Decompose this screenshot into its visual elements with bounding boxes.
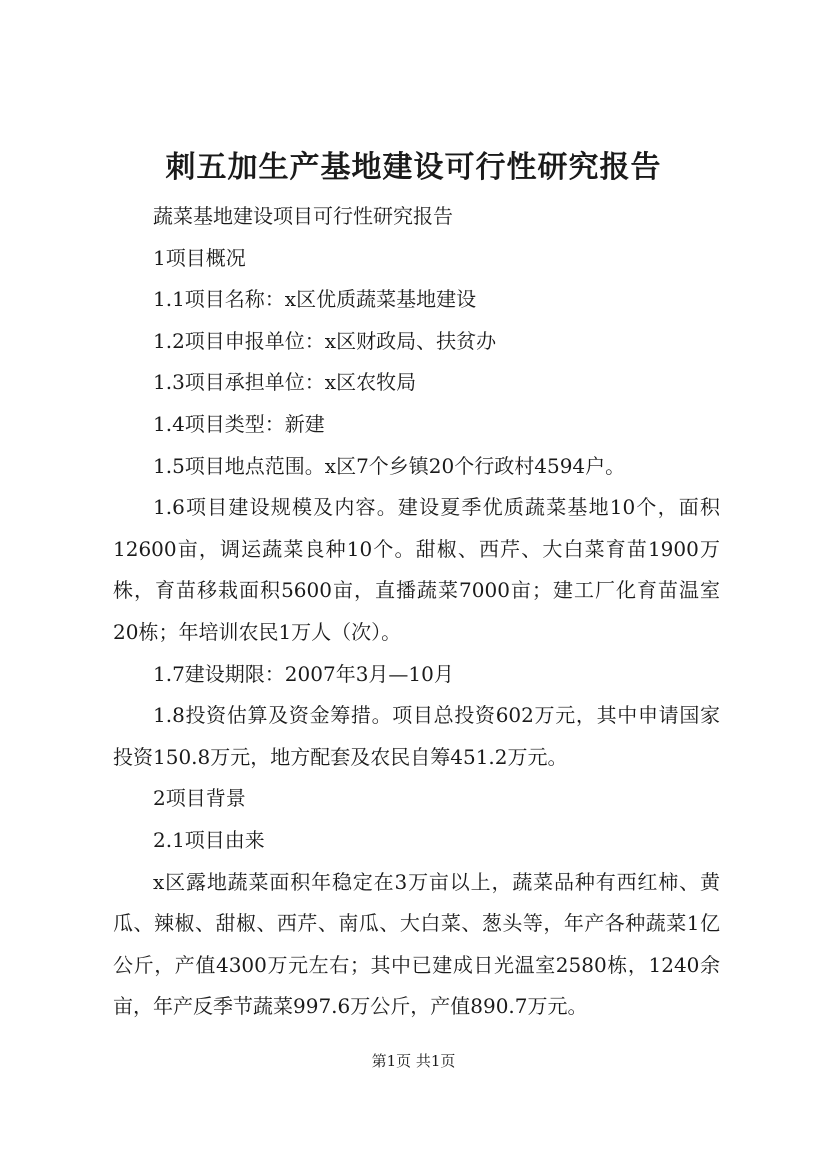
document-title: 刺五加生产基地建设可行性研究报告: [165, 150, 662, 185]
paragraph: x区露地蔬菜面积年稳定在3万亩以上，蔬菜品种有西红柿、黄瓜、辣椒、甜椒、西芹、南瓜、大白菜、葱头等，年产各种蔬菜1亿公斤，产值4300万元左右；其中已建成日光温室2580栋，1240余亩，年产反季节蔬菜997.6万公斤，产值890.7万元。: [113, 869, 720, 1019]
paragraph: 2.1项目由来: [153, 827, 265, 852]
paragraph: 1.7建设期限：2007年3月—10月: [153, 661, 454, 686]
paragraph: 2项目背景: [153, 786, 246, 811]
paragraph: 1.1项目名称：x区优质蔬菜基地建设: [153, 287, 477, 312]
paragraph: 1.6项目建设规模及内容。建设夏季优质蔬菜基地10个，面积12600亩，调运蔬菜良种10个。甜椒、西芹、大白菜育苗1900万株，育苗移栽面积5600亩，直播蔬菜7000亩；建工厂化育苗温室20栋；年培训农民1万人（次）。: [113, 495, 720, 644]
paragraph: 1.4项目类型：新建: [153, 411, 325, 436]
paragraph: 1.3项目承担单位：x区农牧局: [153, 370, 417, 395]
page-footer: 第1页 共1页: [371, 1052, 456, 1070]
document-body: [113, 196, 720, 1028]
paragraph: 1.2项目申报单位：x区财政局、扶贫办: [153, 328, 497, 353]
paragraph: 1.5项目地点范围。x区7个乡镇20个行政村4594户。: [153, 453, 626, 478]
paragraph: 1项目概况: [153, 245, 246, 270]
paragraph: 蔬菜基地建设项目可行性研究报告: [153, 204, 453, 228]
paragraph: 1.8投资估算及资金筹措。项目总投资602万元，其中申请国家投资150.8万元，地方配套及农民自筹451.2万元。: [113, 703, 720, 769]
